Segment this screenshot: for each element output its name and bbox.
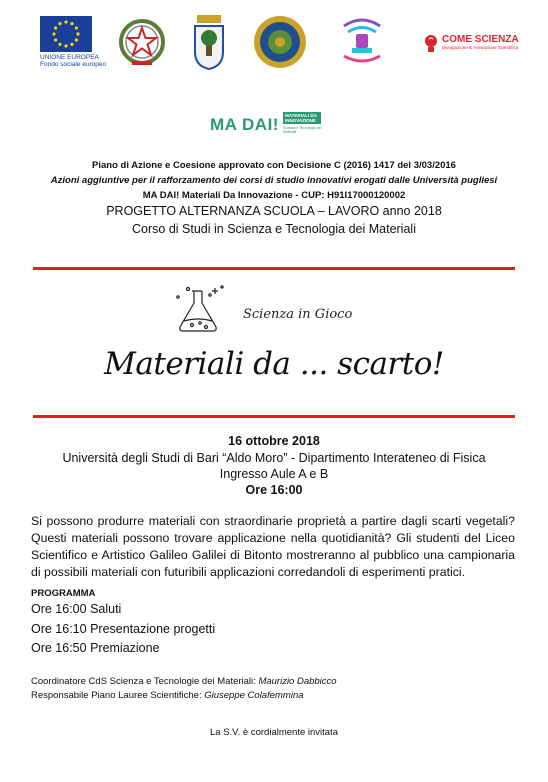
come-scienza-tagline: Divulgazione & Animazione Scientifica	[442, 45, 519, 50]
divider-top	[33, 267, 515, 270]
programma-item: Ore 16:50 Premiazione	[31, 641, 160, 655]
logo-bar	[0, 14, 548, 76]
responsible-name: Giuseppe Colafemmina	[204, 690, 304, 701]
event-title: Materiali da ... scarto!	[104, 346, 444, 382]
eu-flag-icon	[40, 16, 92, 52]
responsible-line	[31, 690, 304, 701]
madai-badge-text: MATERIALI DA INNOVAZIONE	[283, 112, 321, 124]
coordinator-line	[31, 676, 337, 687]
madai-wordmark: MA DAI!	[210, 115, 279, 134]
coordinator-name: Maurizio Dabbicco	[258, 676, 337, 687]
event-place: Università degli Studi di Bari “Aldo Moro” - Dipartimento Interateneo di Fisica	[62, 451, 486, 465]
flask-icon	[168, 283, 248, 335]
italian-emblem-icon	[118, 14, 166, 75]
eu-sublabel: Fondo sociale europeo	[40, 61, 107, 68]
header-course: Corso di Studi in Scienza e Tecnologia dei Materiali	[132, 222, 416, 236]
header-project: PROGETTO ALTERNANZA SCUOLA – LAVORO anno 2018	[106, 204, 442, 218]
programma-item: Ore 16:10 Presentazione progetti	[31, 622, 216, 636]
event-date: 16 ottobre 2018	[228, 434, 320, 448]
madai-badge	[283, 112, 329, 138]
madai-logo	[210, 112, 329, 138]
scienza-in-gioco-text: Scienza in Gioco	[243, 307, 353, 322]
school-logo-icon	[338, 18, 386, 69]
header-cup: MA DAI! Materiali Da Innovazione - CUP: H91I17000120002	[142, 190, 406, 201]
divider-bottom	[33, 415, 515, 418]
event-time: Ore 16:00	[245, 483, 303, 497]
programma-item: Ore 16:00 Saluti	[31, 602, 122, 616]
come-scienza-name: COME SCIENZA	[442, 34, 519, 45]
come-scienza-logo	[424, 34, 519, 59]
puglia-region-emblem-icon	[192, 14, 226, 75]
responsible-label: Responsabile Piano Lauree Scientifiche:	[31, 690, 205, 701]
programma-heading: PROGRAMMA	[31, 588, 96, 599]
header-decision: Piano di Azione e Coesione approvato con Decisione C (2016) 1417 del 3/03/2016	[92, 160, 456, 171]
coordinator-label: Coordinatore CdS Scienza e Tecnologie dei Materiali:	[31, 676, 259, 687]
eu-logo	[40, 16, 107, 68]
event-entrance: Ingresso Aule A e B	[219, 467, 329, 481]
scienza-in-gioco-logo	[168, 283, 384, 335]
event-description: Si possono produrre materiali con straordinarie proprietà a partire dagli scarti vegetali? Questi materiali possono trovare applicazione nella quotidianità? Gli studenti del Liceo Scientifico e Artistico Galileo Galilei di Bitonto mostreranno al pubblico una campionaria di possibili materiali con futuribili applicazioni corredandoli di esperimenti pratici.	[31, 514, 515, 579]
invitation-note: La S.V. è cordialmente invitata	[210, 727, 338, 738]
madai-badge-subtext: Scienza e Tecnologia dei Materiali	[282, 126, 322, 134]
lightbulb-icon	[424, 34, 438, 59]
eu-label: UNIONE EUROPEA	[40, 54, 99, 61]
header-actions: Azioni aggiuntive per il rafforzamento dei corsi di studio innovativi erogati dalle Università pugliesi	[50, 175, 498, 186]
university-seal-icon	[252, 14, 308, 75]
